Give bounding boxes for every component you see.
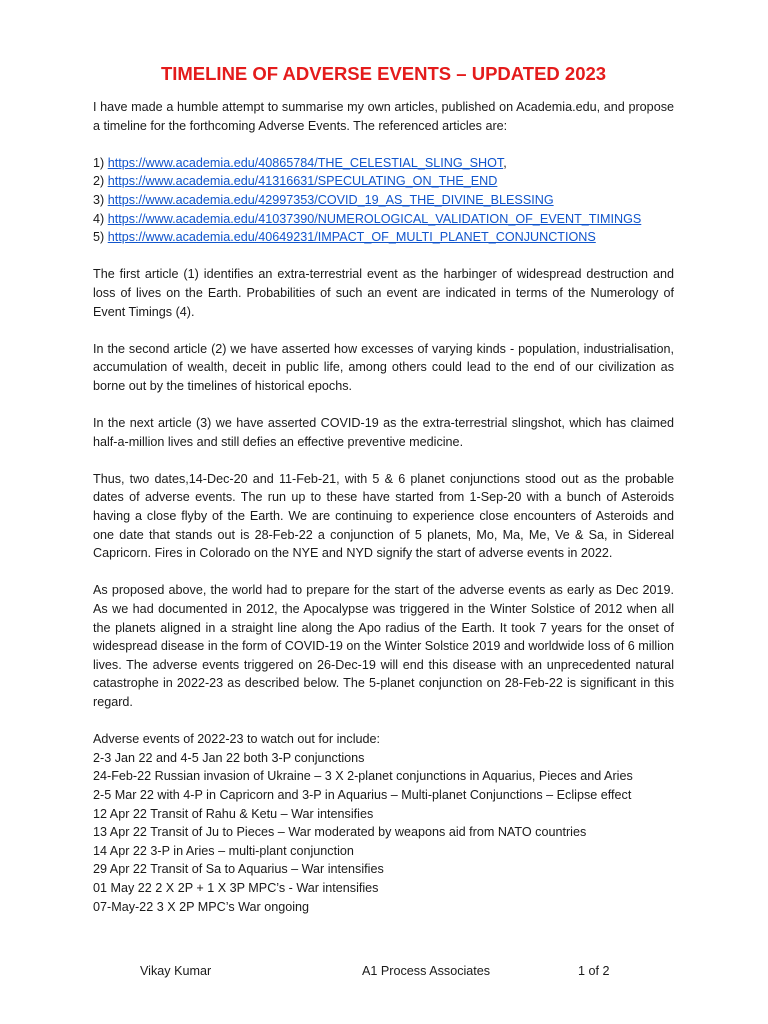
footer-organization: A1 Process Associates: [362, 964, 491, 978]
document-title: TIMELINE OF ADVERSE EVENTS – UPDATED 2023: [160, 63, 607, 84]
intro-paragraph: I have made a humble attempt to summarise my own articles, published on Academia.edu, and propose a timeline for the forthcoming Adverse Events. The referenced articles are:: [93, 100, 674, 133]
event-item: 24-Feb-22 Russian invasion of Ukraine – 3 X 2-planet conjunctions in Aquarius, Pieces and Aries: [93, 769, 633, 784]
reference-links-list: [93, 154, 674, 247]
reference-link-4[interactable]: https://www.academia.edu/41037390/NUMEROLOGICAL_VALIDATION_OF_EVENT_TIMINGS: [107, 211, 642, 226]
reference-link-row: 4) https://www.academia.edu/41037390/NUMEROLOGICAL_VALIDATION_OF_EVENT_TIMINGS: [93, 211, 642, 226]
reference-link-row: 2) https://www.academia.edu/41316631/SPECULATING_ON_THE_END: [93, 174, 498, 189]
reference-link-2[interactable]: https://www.academia.edu/41316631/SPECULATING_ON_THE_END: [107, 174, 498, 189]
events-heading: Adverse events of 2022-23 to watch out for include:: [93, 732, 381, 747]
event-item: 29 Apr 22 Transit of Sa to Aquarius – War intensifies: [93, 862, 384, 877]
reference-link-row: 1) https://www.academia.edu/40865784/THE_CELESTIAL_SLING_SHOT,: [93, 155, 507, 170]
event-item: 2-5 Mar 22 with 4-P in Capricorn and 3-P in Aquarius – Multi-planet Conjunctions – Eclipse effect: [93, 787, 632, 802]
body-paragraph-2: In the second article (2) we have asserted how excesses of varying kinds - population, industrialisation, accumulation of wealth, deceit in public life, among others could lead to the end of our civilization as borne out by the timelines of historical epochs.: [93, 341, 674, 393]
reference-link-5[interactable]: https://www.academia.edu/40649231/IMPACT_OF_MULTI_PLANET_CONJUNCTIONS: [107, 230, 596, 245]
reference-link-row: 5) https://www.academia.edu/40649231/IMPACT_OF_MULTI_PLANET_CONJUNCTIONS: [93, 230, 596, 245]
event-item: 01 May 22 2 X 2P + 1 X 3P MPC’s - War intensifies: [93, 880, 379, 895]
adverse-events-list: [93, 730, 674, 916]
footer-author: Vikay Kumar: [140, 964, 212, 978]
event-item: 14 Apr 22 3-P in Aries – multi-plant conjunction: [93, 843, 354, 858]
body-paragraph-1: The first article (1) identifies an extra-terrestrial event as the harbinger of widespread destruction and loss of lives on the Earth. Probabilities of such an event are indicated in terms of the Numerology of Event Timings (4).: [93, 267, 674, 319]
body-paragraph-4: Thus, two dates,14-Dec-20 and 11-Feb-21, with 5 & 6 planet conjunctions stood out as the probable dates of adverse events. The run up to these have started from 1-Sep-20 with a bunch of Asteroids having a close flyby of the Earth. We are continuing to experience close encounters of Asteroids and one date that stands out is 28-Feb-22 a conjunction of 5 planets, Mo, Ma, Me, Ve & Sa, in Sidereal Capricorn. Fires in Colorado on the NYE and NYD signify the start of adverse events in 2022.: [93, 471, 674, 561]
footer-page-number: 1 of 2: [578, 964, 610, 978]
event-item: 07-May-22 3 X 2P MPC’s War ongoing: [93, 899, 310, 914]
body-paragraph-3: In the next article (3) we have asserted COVID-19 as the extra-terrestrial slingshot, which has claimed half-a-million lives and still defies an effective preventive medicine.: [93, 416, 674, 449]
reference-link-row: 3) https://www.academia.edu/42997353/COVID_19_AS_THE_DIVINE_BLESSING: [93, 192, 554, 207]
event-item: 13 Apr 22 Transit of Ju to Pieces – War moderated by weapons aid from NATO countries: [93, 825, 587, 840]
reference-link-1[interactable]: https://www.academia.edu/40865784/THE_CELESTIAL_SLING_SHOT: [107, 155, 504, 170]
body-paragraph-5: As proposed above, the world had to prepare for the start of the adverse events as early as Dec 2019. As we had documented in 2012, the Apocalypse was triggered in the Winter Solstice of 2012 when all the planets aligned in a straight line along the Apo radius of the Earth. It took 7 years for the onset of widespread disease in the form of COVID-19 on the Winter Solstice 2019 and worldwide loss of 6 million lives. The adverse events triggered on 26-Dec-19 will end this disease with an unprecedented natural catastrophe in 2022-23 as described below. The 5-planet conjunction on 28-Feb-22 is significant in this regard.: [93, 583, 674, 709]
event-item: 12 Apr 22 Transit of Rahu & Ketu – War intensifies: [93, 806, 374, 821]
event-item: 2-3 Jan 22 and 4-5 Jan 22 both 3-P conjunctions: [93, 750, 365, 765]
reference-link-3[interactable]: https://www.academia.edu/42997353/COVID_19_AS_THE_DIVINE_BLESSING: [107, 192, 554, 207]
